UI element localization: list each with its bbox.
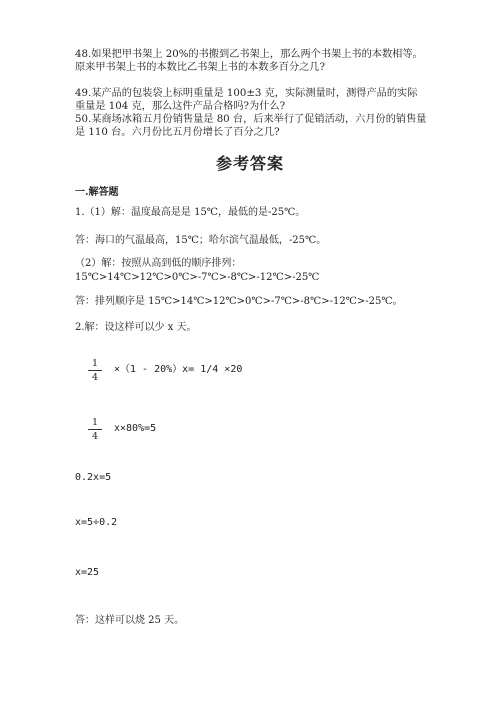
equation-4: x=5÷0.2 <box>75 517 118 528</box>
question-49: 49.某产品的包装袋上标明重量是 100±3 克，实际测量时，测得产品的实际重量是 104 克，那么这件产品合格吗?为什么? <box>75 88 418 112</box>
fraction-numerator: 1 <box>91 417 99 428</box>
question-50: 50.某商场冰箱五月份销售量是 80 台，后来举行了促销活动，六月份的销售量是 110 台。六月份比五月份增长了百分之几? <box>75 114 427 138</box>
answer-1-part-1: 1.（1）解：温度最高是是 15℃，最低的是-25℃。 <box>75 207 306 218</box>
answer-1-conclusion-1: 答：海口的气温最高，15℃；哈尔滨气温最低，-25℃。 <box>75 235 327 246</box>
equation-1-text: ×（1 - 20%）x= 1/4 ×20 <box>114 364 243 375</box>
answer-2-intro: 2.解：设这样可以少 x 天。 <box>75 322 197 333</box>
question-48: 48.如果把甲书架上 20%的书搬到乙书架上，那么两个书架上书的本数相等。原来甲书架上书的本数比乙书架上书的本数多百分之几? <box>75 49 423 73</box>
equation-5: x=25 <box>75 567 100 578</box>
fraction-one-quarter <box>88 358 102 383</box>
equation-3: 0.2x=5 <box>75 472 112 483</box>
fraction-denominator: 4 <box>91 431 99 442</box>
section-title: 一.解答题 <box>75 187 119 198</box>
answer-title: 参考答案 <box>215 154 284 173</box>
answer-2-conclusion: 答：这样可以烧 25 天。 <box>75 615 185 626</box>
answer-1-conclusion-2: 答：排列顺序是 15℃>14℃>12℃>0℃>-7℃>-8℃>-12℃>-25℃。 <box>75 296 403 307</box>
fraction-bar <box>88 429 102 430</box>
fraction-numerator: 1 <box>91 358 99 369</box>
fraction-bar <box>88 370 102 371</box>
fraction-denominator: 4 <box>91 372 99 383</box>
fraction-one-quarter <box>88 417 102 442</box>
answer-1-part-2: （2）解：按照从高到低的顺序排列：15℃>14℃>12℃>0℃>-7℃>-8℃>-12℃>-25℃ <box>75 258 320 283</box>
equation-2-text: x×80%=5 <box>114 423 157 434</box>
